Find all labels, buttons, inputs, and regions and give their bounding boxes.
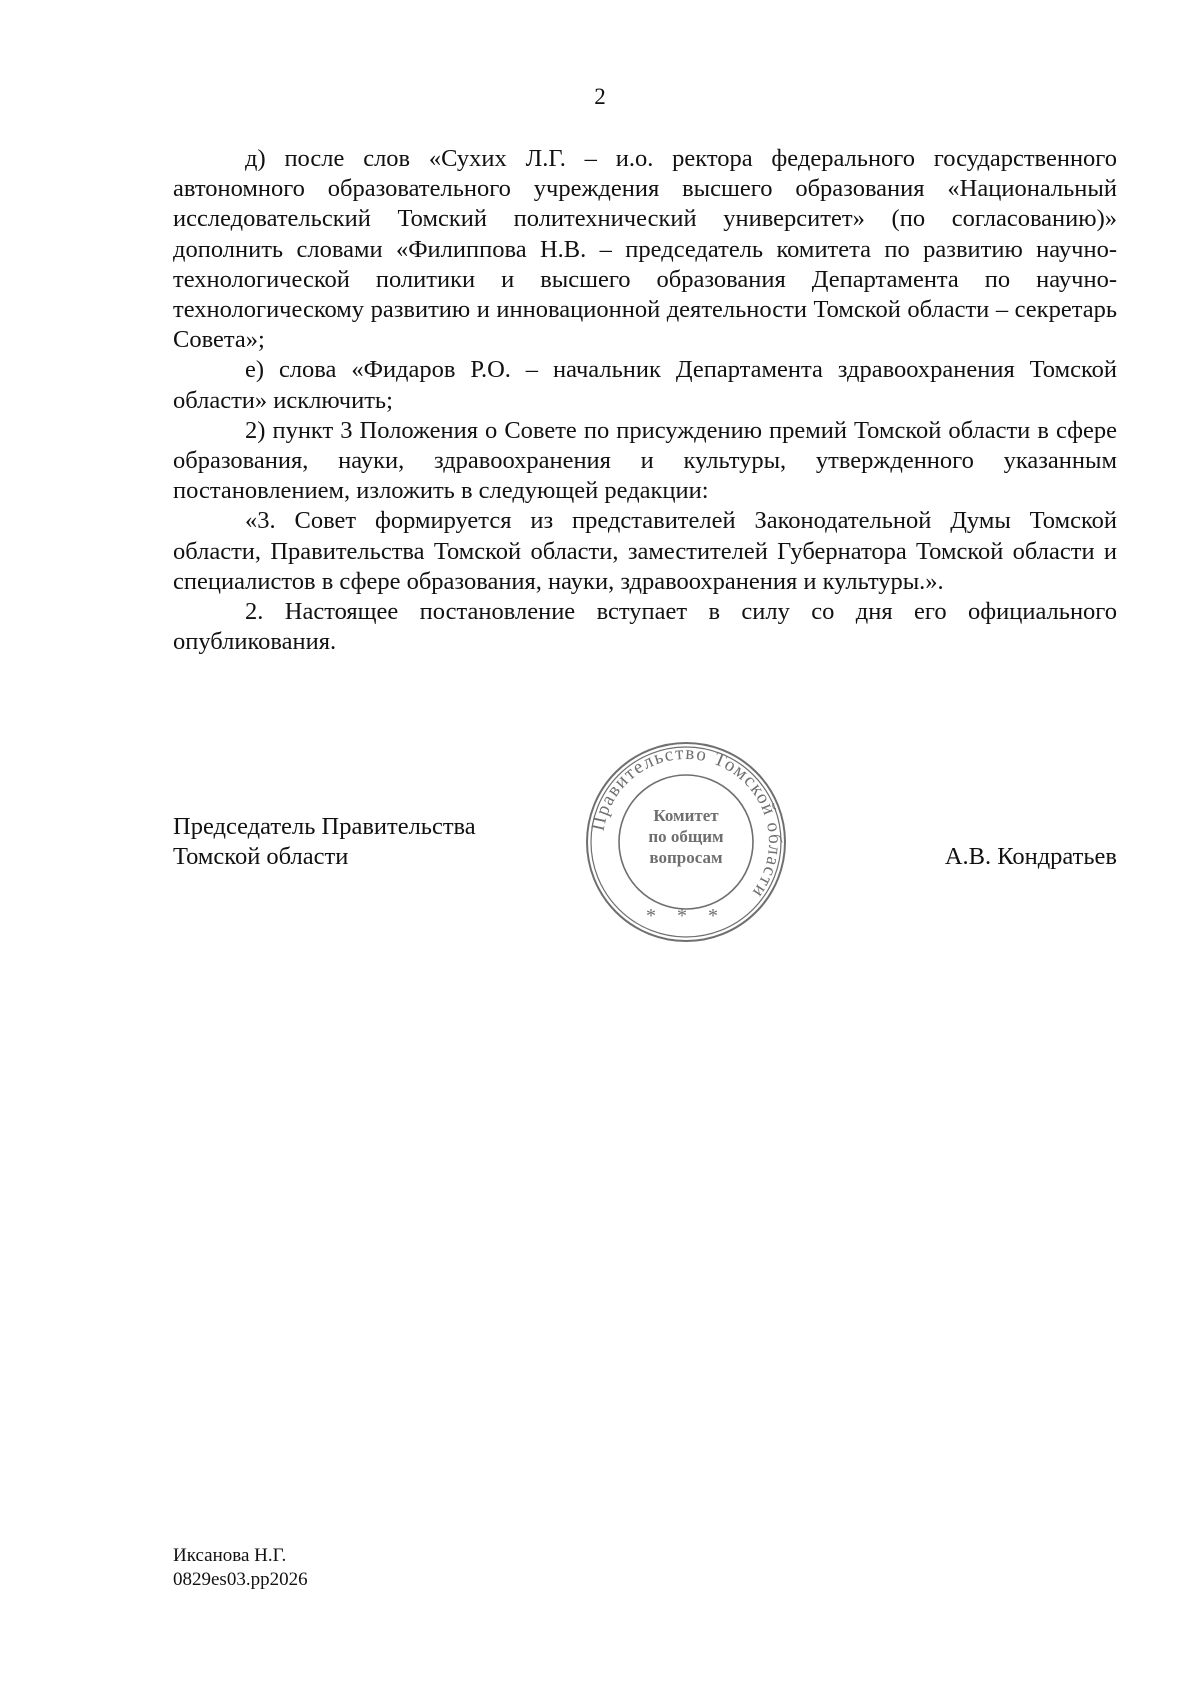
paragraph-item-2: 2) пункт 3 Положения о Совете по присуждению премий Томской области в сфере образования, науки, здравоохранения и культуры, утвержденного указанным постановлением, изложить в следующей редакции: [173,416,1117,505]
stamp-line-1: Комитет [653,806,719,825]
signatory-name: А.В. Кондратьев [944,843,1117,870]
paragraph-new-clause-3: «3. Совет формируется из представителей Законодательной Думы Томской области, Правительства Томской области, заместителей Губернатора Томской области и специалистов в сфере образования, науки, здравоохранения и культуры.». [173,507,1117,595]
official-stamp [584,740,788,944]
document-body [173,144,1117,657]
stamp-stars: * * * [646,905,726,927]
document-code: 0829es03.pp2026 [173,1569,308,1590]
paragraph-entry-into-force: 2. Настоящее постановление вступает в силу со дня его официального опубликования. [173,598,1117,656]
page-number: 2 [594,84,606,109]
stamp-outer-text-path: Правительство Томской области [587,742,786,903]
paragraph-amendment-d: д) после слов «Сухих Л.Г. – и.о. ректора федерального государственного автономного образовательного учреждения высшего образования «Национальный исследовательский Томский политехнический университет» (по согласованию)» дополнить словами «Филиппова Н.В. – председатель комитета по развитию научно-технологической политики и высшего образования Департамента по научно-технологическому развитию и инновационной деятельности Томской области – секретарь Совета»; [173,145,1117,354]
paragraph-amendment-e: е) слова «Фидаров Р.О. – начальник Департамента здравоохранения Томской области» исключить; [173,356,1117,414]
footer [173,1544,308,1592]
signatory-position-line2: Томской области [173,843,349,871]
stamp-line-2: по общим [648,827,724,846]
executor-name: Иксанова Н.Г. [173,1545,287,1566]
signatory-position-line1: Председатель Правительства [173,813,476,840]
stamp-line-3: вопросам [649,848,723,867]
